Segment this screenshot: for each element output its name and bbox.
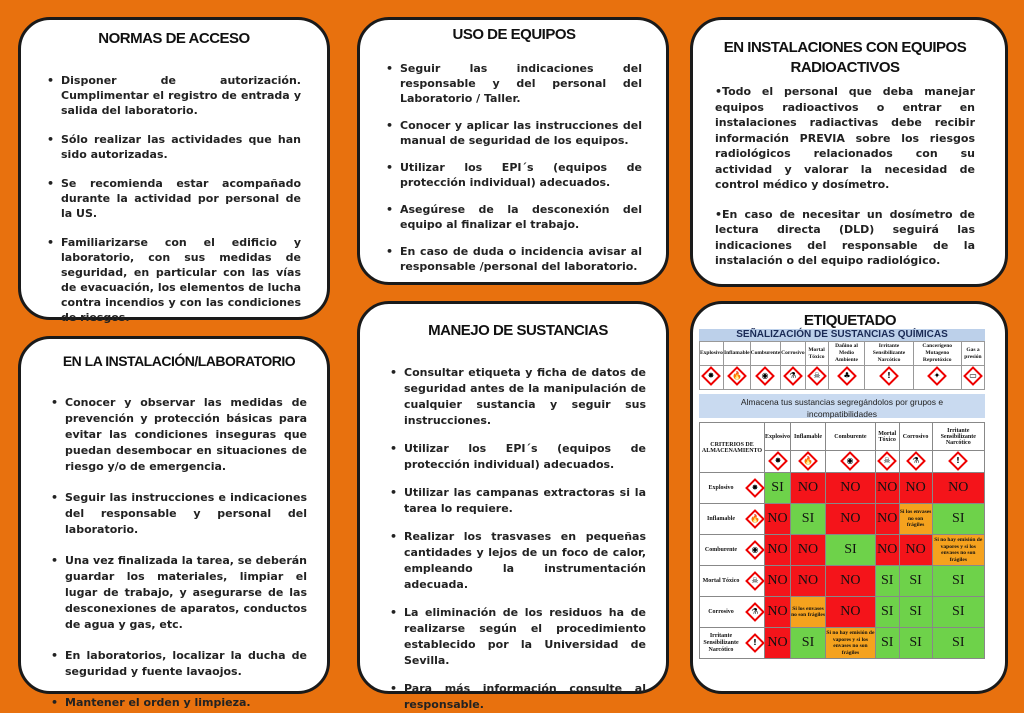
gas-cylinder-icon: ▭ (963, 366, 983, 386)
matrix-column-icon (875, 451, 899, 473)
matrix-row-label-text: Corrosivo (708, 608, 734, 615)
hazard-icon: ☠ (745, 571, 765, 591)
matrix-row-label-text: Inflamable (706, 515, 735, 522)
matrix-row-label (700, 628, 765, 659)
matrix-cell: SI (932, 504, 984, 535)
instalacion-item: • Mantener el orden y limpieza. (51, 695, 307, 711)
pictogram-cell (913, 366, 961, 390)
matrix-cell: SI (932, 566, 984, 597)
matrix-cell: Si los envases no son frágiles (791, 597, 826, 628)
matrix-cell: NO (765, 504, 791, 535)
radioactivos-title (715, 38, 975, 78)
matrix-cell: NO (765, 566, 791, 597)
matrix-row-label-text: Explosivo (708, 484, 734, 491)
hazard-icon: ⚗ (906, 451, 926, 471)
radioactivos-title-line1: EN INSTALACIONES CON EQUIPOS (723, 39, 967, 56)
matrix-cell: NO (791, 535, 826, 566)
sustancias-item: • Utilizar las campanas extractoras si la tarea lo requiere. (390, 485, 646, 517)
matrix-cell: SI (899, 628, 932, 659)
matrix-row (700, 535, 985, 566)
pictogram-label: Cancerígeno Mutageno Reprotóxico (913, 342, 961, 366)
health-hazard-icon: ✦ (927, 366, 947, 386)
hazard-icon: ✸ (745, 478, 765, 498)
instalacion-item: • Conocer y observar las medidas de prevención y protección básicas para evitar las condiciones inseguras que puedan desembocar en situaciones de riesgo y/o de emergencia. (51, 395, 307, 475)
sustancias-banner: SEÑALIZACIÓN DE SUSTANCIAS QUÍMICAS (699, 329, 985, 341)
instalacion-item: • En laboratorios, localizar la ducha de seguridad y fuente lavaojos. (51, 648, 307, 680)
storage-matrix (699, 422, 985, 659)
panel-etiquetado (690, 301, 1008, 694)
instalacion-item: • Una vez finalizada la tarea, se deberán guardar los materiales, limpiar el lugar de trabajo, y asegurarse de las desconexiones de aparatos, conductos de agua y gas, etc. (51, 553, 307, 633)
pictogram-cell (750, 366, 781, 390)
matrix-cell: SI (875, 566, 899, 597)
matrix-row-label (700, 473, 765, 504)
matrix-cell: NO (765, 535, 791, 566)
matrix-row (700, 473, 985, 504)
exclamation-icon: ! (879, 366, 899, 386)
matrix-row-label-text: Comburente (704, 546, 738, 553)
equipos-item: • En caso de duda o incidencia avisar al responsable /personal del laboratorio. (386, 244, 642, 274)
pictogram-cell (700, 366, 724, 390)
matrix-column-icon (932, 451, 984, 473)
normas-item: • Sólo realizar las actividades que han sido autorizadas. (47, 132, 301, 162)
flame-icon: 🔥 (727, 366, 747, 386)
matrix-column-header: Inflamable (791, 423, 826, 451)
matrix-cell: NO (826, 597, 876, 628)
matrix-cell: NO (826, 473, 876, 504)
normas-item: • Se recomienda estar acompañado durante la actividad por personal de la US. (47, 176, 301, 221)
pictogram-label: Corrosivo (781, 342, 805, 366)
sustancias-item: • La eliminación de los residuos ha de realizarse según el procedimiento establecido por la Universidad de Sevilla. (390, 605, 646, 669)
panel-radioactivos (690, 17, 1008, 287)
matrix-cell: Si los envases no son frágiles (899, 504, 932, 535)
hazard-icon: ☠ (877, 451, 897, 471)
matrix-cell: SI (791, 628, 826, 659)
matrix-row-label-text: Mortal Tóxico (702, 577, 740, 584)
normas-title: NORMAS DE ACCESO (98, 30, 250, 47)
matrix-cell: NO (875, 535, 899, 566)
pictogram-cell (805, 366, 828, 390)
matrix-cell: SI (765, 473, 791, 504)
pictogram-cell (723, 366, 750, 390)
matrix-cell: Si no hay emisión de vapores y si los envases no son frágiles (826, 628, 876, 659)
pictogram-label: Irritante Sensibilizante Narcótico (865, 342, 913, 366)
matrix-column-icon (765, 451, 791, 473)
matrix-row (700, 597, 985, 628)
matrix-row (700, 628, 985, 659)
hazard-icon: 🔥 (745, 509, 765, 529)
pictogram-label: Explosivo (700, 342, 724, 366)
panel-manejo-sustancias (357, 301, 669, 711)
skull-icon: ☠ (807, 366, 827, 386)
pictogram-label: Inflamable (723, 342, 750, 366)
sustancias-title: MANEJO DE SUSTANCIAS (428, 322, 608, 339)
matrix-cell: SI (932, 597, 984, 628)
matrix-row (700, 566, 985, 597)
matrix-cell: SI (932, 628, 984, 659)
normas-list (47, 73, 301, 325)
matrix-cell: SI (875, 628, 899, 659)
explosion-icon: ✸ (702, 366, 722, 386)
equipos-title: USO DE EQUIPOS (452, 26, 576, 43)
hazard-icon: ◉ (841, 451, 861, 471)
matrix-cell: NO (932, 473, 984, 504)
hazard-icon: ! (948, 451, 968, 471)
matrix-column-icon (899, 451, 932, 473)
sustancias-item: • Para más información consulte al responsable. (390, 681, 646, 713)
matrix-cell: NO (791, 473, 826, 504)
pictogram-cell (865, 366, 913, 390)
matrix-cell: SI (875, 597, 899, 628)
matrix-column-header: Comburente (826, 423, 876, 451)
pictogram-cell (828, 366, 865, 390)
matrix-row-label (700, 597, 765, 628)
corrosion-icon: ⚗ (783, 366, 803, 386)
sustancias-item: • Consultar etiqueta y ficha de datos de seguridad antes de la manipulación de cualquier sustancia y seguir sus instrucciones. (390, 365, 646, 429)
sustancias-item: • Utilizar los EPI´s (equipos de protección individual) adecuados. (390, 441, 646, 473)
matrix-cell: NO (826, 566, 876, 597)
instalacion-item: • Seguir las instrucciones e indicaciones del responsable y personal del laboratorio. (51, 490, 307, 538)
matrix-row-label-text: Irritante Sensibilizante Narcótico (703, 632, 739, 653)
matrix-cell: SI (899, 566, 932, 597)
panel-instalacion (18, 336, 330, 709)
pictogram-label: Dañino al Medio Ambiente (828, 342, 865, 366)
matrix-cell: NO (899, 473, 932, 504)
hazard-icon: ✸ (768, 451, 788, 471)
matrix-column-header: Explosivo (765, 423, 791, 451)
flame-over-circle-icon: ◉ (755, 366, 775, 386)
matrix-row-label (700, 566, 765, 597)
hazard-icon: ⚗ (745, 602, 765, 622)
matrix-cell: Si no hay emisión de vapores y si los envases no son frágiles (932, 535, 984, 566)
sustancias-list (390, 365, 646, 713)
matrix-column-icon (826, 451, 876, 473)
equipos-item: • Conocer y aplicar las instrucciones del manual de seguridad de los equipos. (386, 118, 642, 148)
pictogram-cell (781, 366, 805, 390)
radioactivos-paragraph-2: •En caso de necesitar un dosímetro de lectura directa (DLD) seguirá las indicaciones del responsable de la instalación o del equipo radiológico. (715, 207, 975, 267)
hazard-icon: ! (745, 633, 765, 653)
matrix-cell: NO (765, 628, 791, 659)
pictogram-label: Mortal Tóxico (805, 342, 828, 366)
matrix-cell: NO (899, 535, 932, 566)
matrix-cell: SI (899, 597, 932, 628)
matrix-column-header: Corrosivo (899, 423, 932, 451)
equipos-item: • Seguir las indicaciones del responsable y del personal del Laboratorio / Taller. (386, 61, 642, 106)
pictogram-label: Gas a presión (961, 342, 984, 366)
matrix-cell: SI (826, 535, 876, 566)
matrix-cell: SI (791, 504, 826, 535)
matrix-cell: NO (791, 566, 826, 597)
etiquetado-chart (699, 329, 985, 667)
normas-item: • Familiarizarse con el edificio y laboratorio, con sus medidas de seguridad, en particular con las vías de evacuación, los elementos de lucha contra incendios y con las condiciones de riesgos. (47, 235, 301, 325)
matrix-cell: NO (765, 597, 791, 628)
pictogram-cell (961, 366, 984, 390)
matrix-cell: NO (875, 504, 899, 535)
radioactivos-paragraph-1: •Todo el personal que deba manejar equipos radioactivos o entrar en instalaciones radiactivas debe recibir información PREVIA sobre los riesgos radiológicos relacionados con su actividad y valorar la necesidad de control médico y dosímetro. (715, 85, 975, 191)
pictogram-table (699, 341, 985, 390)
storage-note: Almacena tus sustancias segregándolos por grupos e incompatibilidades (699, 394, 985, 418)
instalacion-title: EN LA INSTALACIÓN/LABORATORIO (62, 353, 296, 369)
panel-uso-equipos (357, 17, 669, 285)
equipos-list (386, 61, 642, 274)
matrix-cell: NO (875, 473, 899, 504)
hazard-icon: ◉ (745, 540, 765, 560)
pictogram-label: Comburente (750, 342, 781, 366)
matrix-row (700, 504, 985, 535)
environment-icon: ♣ (837, 366, 857, 386)
equipos-item: • Utilizar los EPI´s (equipos de protección individual) adecuados. (386, 160, 642, 190)
hazard-icon: 🔥 (798, 451, 818, 471)
matrix-column-header: Mortal Tóxico (875, 423, 899, 451)
criteria-label: CRITERIOS DE ALMACENAMIENTO (700, 423, 765, 473)
instalacion-list (51, 395, 307, 711)
normas-item: • Disponer de autorización. Cumplimentar el registro de entrada y salida del laboratorio. (47, 73, 301, 118)
panel-normas-acceso (18, 17, 330, 324)
etiquetado-title: ETIQUETADO (803, 312, 897, 329)
matrix-column-header: Irritante Sensibilizante Narcótico (932, 423, 984, 451)
equipos-item: • Asegúrese de la desconexión del equipo al finalizar el trabajo. (386, 202, 642, 232)
matrix-cell: NO (826, 504, 876, 535)
matrix-row-label (700, 504, 765, 535)
sustancias-item: • Realizar los trasvases en pequeñas cantidades y lejos de un foco de calor, empleando la instrumentación adecuada. (390, 529, 646, 593)
radioactivos-title-line2: RADIOACTIVOS (790, 59, 900, 76)
matrix-row-label (700, 535, 765, 566)
matrix-column-icon (791, 451, 826, 473)
